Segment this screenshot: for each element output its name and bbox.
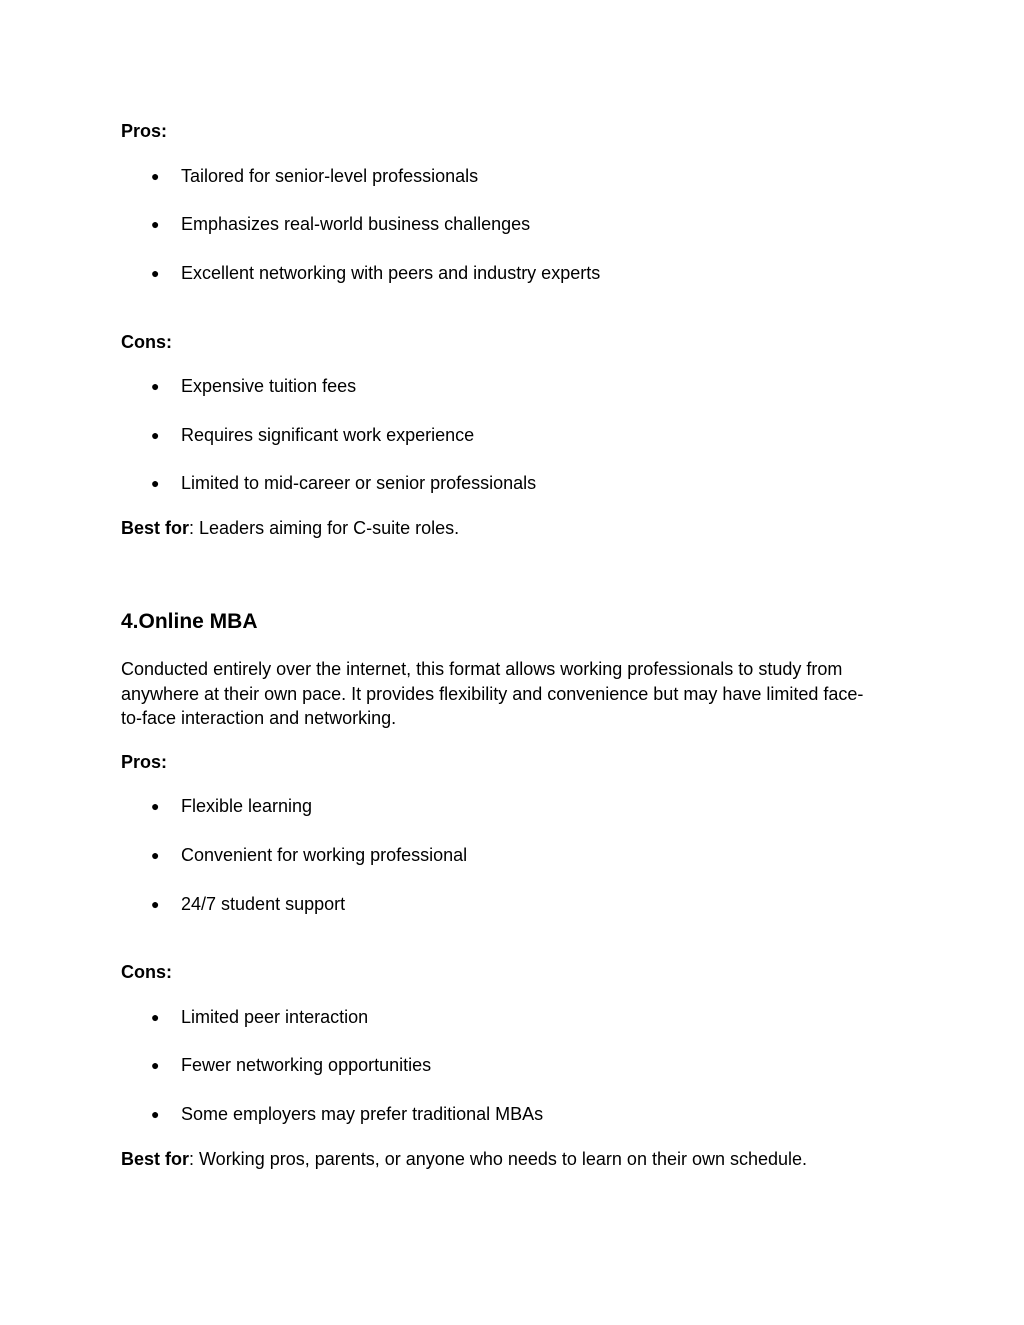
list-item	[151, 261, 600, 285]
list-item	[151, 212, 530, 236]
bullet-icon: ●	[151, 378, 160, 394]
bullet-icon: ●	[151, 168, 160, 184]
list-item	[151, 892, 345, 916]
list-item-text: Requires significant work experience	[181, 425, 475, 445]
best-for-text: : Leaders aiming for C-suite roles.	[189, 518, 460, 538]
list-item	[151, 1053, 431, 1077]
cons-label: Cons:	[121, 962, 172, 982]
list-item-text: Fewer networking opportunities	[181, 1055, 432, 1075]
best-for-line	[121, 516, 459, 540]
list-item	[151, 794, 312, 818]
list-item-text: Expensive tuition fees	[181, 376, 357, 396]
list-item-text: Limited to mid-career or senior professionals	[181, 473, 537, 493]
pros-label: Pros:	[121, 752, 168, 772]
list-item	[151, 374, 356, 398]
bullet-icon: ●	[151, 216, 160, 232]
list-item	[151, 471, 536, 495]
best-for-label: Best for	[121, 518, 190, 538]
list-item-text: Limited peer interaction	[181, 1007, 369, 1027]
list-item	[151, 1005, 368, 1029]
bullet-icon: ●	[151, 265, 160, 281]
list-item	[151, 843, 467, 867]
bullet-icon: ●	[151, 475, 160, 491]
list-item	[151, 423, 474, 447]
bullet-icon: ●	[151, 896, 160, 912]
best-for-line	[121, 1147, 807, 1171]
bullet-icon: ●	[151, 798, 160, 814]
list-item	[151, 164, 478, 188]
list-item-text: Tailored for senior-level professionals	[181, 166, 479, 186]
bullet-icon: ●	[151, 1009, 160, 1025]
list-item-text: 24/7 student support	[181, 894, 346, 914]
best-for-label: Best for	[121, 1149, 190, 1169]
list-item-text: Some employers may prefer traditional MBAs	[181, 1104, 544, 1124]
cons-label: Cons:	[121, 332, 172, 352]
list-item-text: Convenient for working professional	[181, 845, 468, 865]
list-item-text: Flexible learning	[181, 796, 313, 816]
bullet-icon: ●	[151, 427, 160, 443]
bullet-icon: ●	[151, 1057, 160, 1073]
list-item	[151, 1102, 543, 1126]
pros-label: Pros:	[121, 121, 168, 141]
section-description: Conducted entirely over the internet, this format allows working professionals to study from anywhere at their own pace. It provides flexibility and convenience but may have limited face-to-face interaction and networking.	[121, 659, 864, 728]
section-heading: 4.Online MBA	[121, 610, 258, 633]
list-item-text: Excellent networking with peers and industry experts	[181, 263, 601, 283]
bullet-icon: ●	[151, 847, 160, 863]
bullet-icon: ●	[151, 1106, 160, 1122]
best-for-text: : Working pros, parents, or anyone who needs to learn on their own schedule.	[189, 1149, 808, 1169]
list-item-text: Emphasizes real-world business challenges	[181, 214, 531, 234]
